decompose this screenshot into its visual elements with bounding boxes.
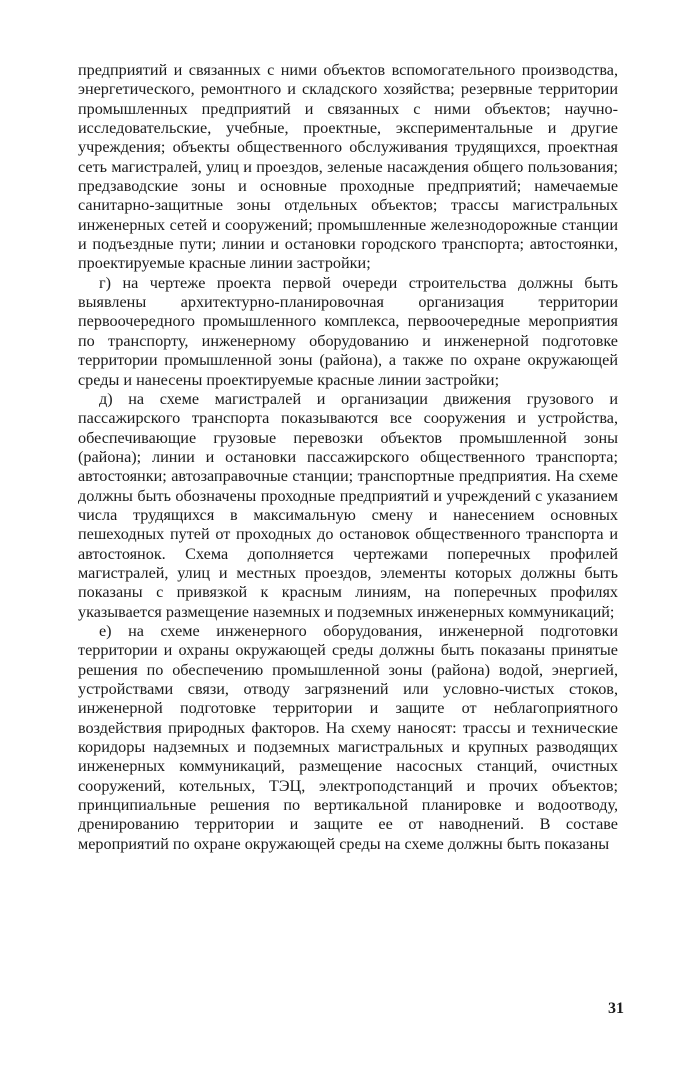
page-number: 31 [608, 1000, 624, 1017]
paragraph-continuation: предприятий и связанных с ними объектов вспомогательного производства, энергетического, ремонтного и складского хозяйства; резервные территории промышленных предприятий и связанных с ними объектов; научно-исследовательские, учебные, проектные, экспериментальные и другие учреждения; объекты общественного обслуживания трудящихся, проектная сеть магистралей, улиц и проездов, зеленые насаждения общего пользования; предзаводские зоны и основные проходные предприятий; намечаемые санитарно-защитные зоны отдельных объектов; трассы магистральных инженерных сетей и сооружений; промышленные железнодорожные станции и подъездные пути; линии и остановки городского транспорта; автостоянки, проектируемые красные линии застройки; [78, 61, 618, 273]
paragraph-item-d: д) на схеме магистралей и организации движения грузового и пассажирского транспорта показываются все сооружения и устройства, обеспечивающие грузовые перевозки объектов промышленной зоны (района); линии и остановки пассажирского общественного транспорта; автостоянки; автозаправочные станции; транспортные предприятия. На схеме должны быть обозначены проходные предприятий и учреждений с указанием числа трудящихся в максимальную смену и нанесением основных пешеходных путей от проходных до остановок общественного транспорта и автостоянок. Схема дополняется чертежами поперечных профилей магистралей, улиц и местных проездов, элементы которых должны быть показаны с привязкой к красным линиям, на поперечных профилях указывается размещение наземных и подземных инженерных коммуникаций; [78, 389, 618, 621]
paragraph-item-e: е) на схеме инженерного оборудования, инженерной подготовки территории и охраны окружающей среды должны быть показаны принятые решения по обеспечению промышленной зоны (района) водой, энергией, устройствами связи, отводу загрязнений или условно-чистых стоков, инженерной подготовке территории и защите от неблагоприятного воздействия природных факторов. На схему наносят: трассы и технические коридоры надземных и подземных магистральных и крупных разводящих инженерных коммуникаций, размещение насосных станций, очистных сооружений, котельных, ТЭЦ, электроподстанций и прочих объектов; принципиальные решения по вертикальной планировке и водоотводу, дренированию территории и защите ее от наводнений. В составе мероприятий по охране окружающей среды на схеме должны быть показаны [78, 621, 618, 853]
page-text-block [78, 61, 618, 854]
paragraph-item-g: г) на чертеже проекта первой очереди строительства должны быть выявлены архитектурно-планировочная организация территории первоочередного промышленного комплекса, первоочередные мероприятия по транспорту, инженерному оборудованию и инженерной подготовке территории промышленной зоны (района), а также по охране окружающей среды и нанесены проектируемые красные линии застройки; [78, 273, 618, 389]
